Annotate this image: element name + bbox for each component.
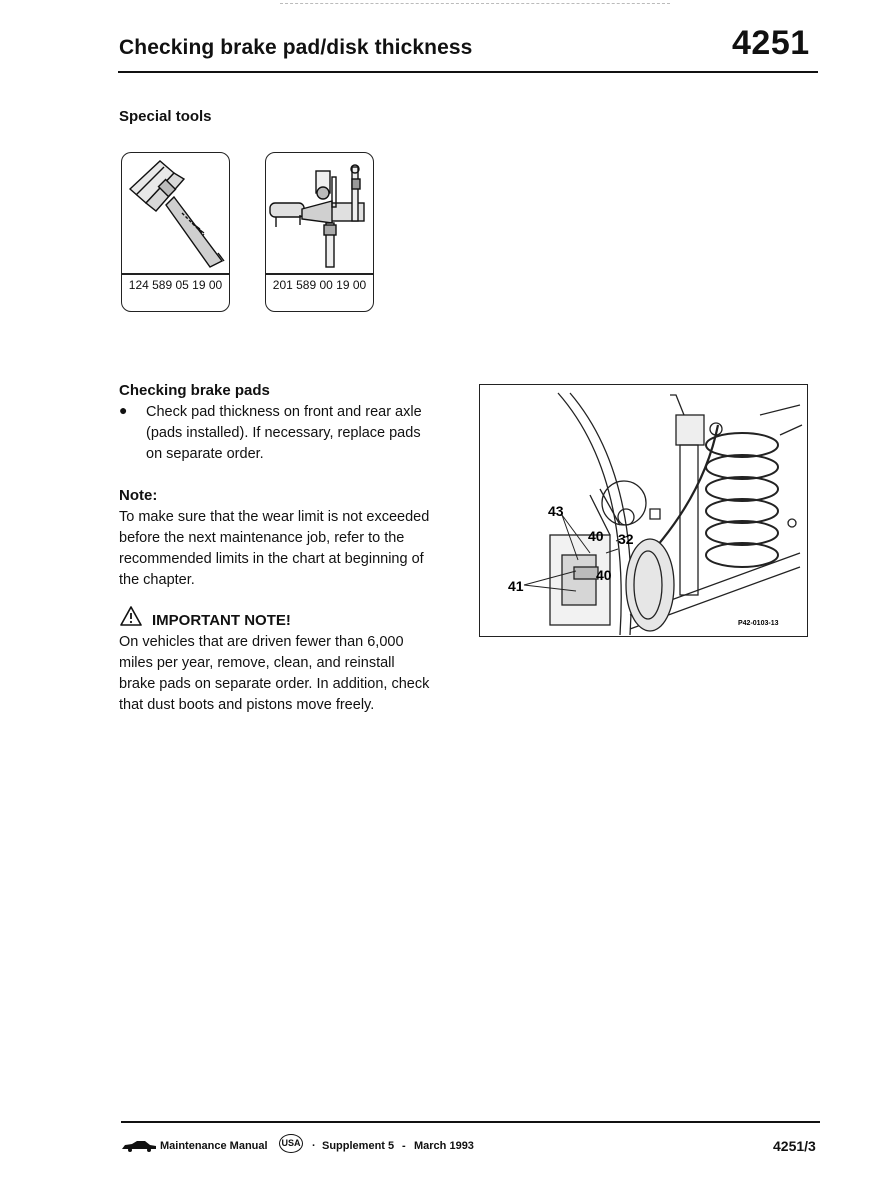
footer-manual: Maintenance Manual bbox=[160, 1140, 268, 1152]
text-line: (pads installed). If necessary, replace pads bbox=[146, 425, 421, 441]
scan-artifact-line bbox=[280, 3, 670, 5]
brake-caliper-figure bbox=[479, 384, 808, 637]
tool-part-number: 124 589 05 19 00 bbox=[128, 278, 223, 292]
text-line: miles per year, remove, clean, and reinstall bbox=[119, 655, 395, 671]
footer-date: March 1993 bbox=[414, 1140, 474, 1152]
note-text bbox=[119, 507, 464, 591]
callout-label: 32 bbox=[618, 531, 634, 547]
text-line: that dust boots and pistons move freely. bbox=[119, 697, 375, 713]
text-line: before the next maintenance job, refer to the bbox=[119, 530, 405, 546]
special-tools-heading: Special tools bbox=[119, 108, 212, 125]
note-heading: Note: bbox=[119, 487, 158, 504]
footer-supplement: Supplement 5 bbox=[322, 1140, 395, 1152]
text-line: To make sure that the wear limit is not exceeded bbox=[119, 509, 430, 525]
tool-card bbox=[121, 152, 230, 312]
car-logo-icon bbox=[121, 1140, 157, 1152]
header-rule bbox=[118, 71, 818, 73]
text-line: brake pads on separate order. In addition, check bbox=[119, 676, 430, 692]
callout-label: 43 bbox=[548, 503, 564, 519]
text-line: the chapter. bbox=[119, 572, 195, 588]
brake-caliper-illustration bbox=[480, 385, 806, 635]
piston-puller-tool-icon bbox=[266, 153, 372, 273]
brake-pad-gauge-icon bbox=[122, 153, 228, 273]
warning-triangle-icon bbox=[119, 605, 143, 627]
callout-label: 41 bbox=[508, 578, 524, 594]
important-text bbox=[119, 632, 464, 716]
bullet-icon: ● bbox=[119, 402, 128, 418]
checking-text bbox=[146, 402, 466, 465]
text-line: Check pad thickness on front and rear axle bbox=[146, 404, 422, 420]
callout-label: 40 bbox=[588, 528, 604, 544]
footer-separator: · bbox=[312, 1140, 316, 1152]
checking-heading: Checking brake pads bbox=[119, 382, 270, 399]
footer-dash: - bbox=[402, 1140, 406, 1152]
tool-card-divider bbox=[266, 273, 373, 275]
tool-card-divider bbox=[122, 273, 229, 275]
text-line: on separate order. bbox=[146, 446, 264, 462]
usa-badge: USA bbox=[279, 1134, 303, 1153]
important-heading: IMPORTANT NOTE! bbox=[152, 612, 291, 629]
tool-card bbox=[265, 152, 374, 312]
figure-code: P42-0103-13 bbox=[738, 620, 779, 627]
tool-part-number: 201 589 00 19 00 bbox=[272, 278, 367, 292]
text-line: On vehicles that are driven fewer than 6,000 bbox=[119, 634, 404, 650]
callout-label: 40 bbox=[596, 567, 612, 583]
document-number: 4251 bbox=[732, 24, 810, 62]
page-number: 4251/3 bbox=[773, 1138, 816, 1154]
footer-rule bbox=[121, 1121, 820, 1123]
page-title: Checking brake pad/disk thickness bbox=[119, 36, 473, 59]
text-line: recommended limits in the chart at beginning of bbox=[119, 551, 424, 567]
